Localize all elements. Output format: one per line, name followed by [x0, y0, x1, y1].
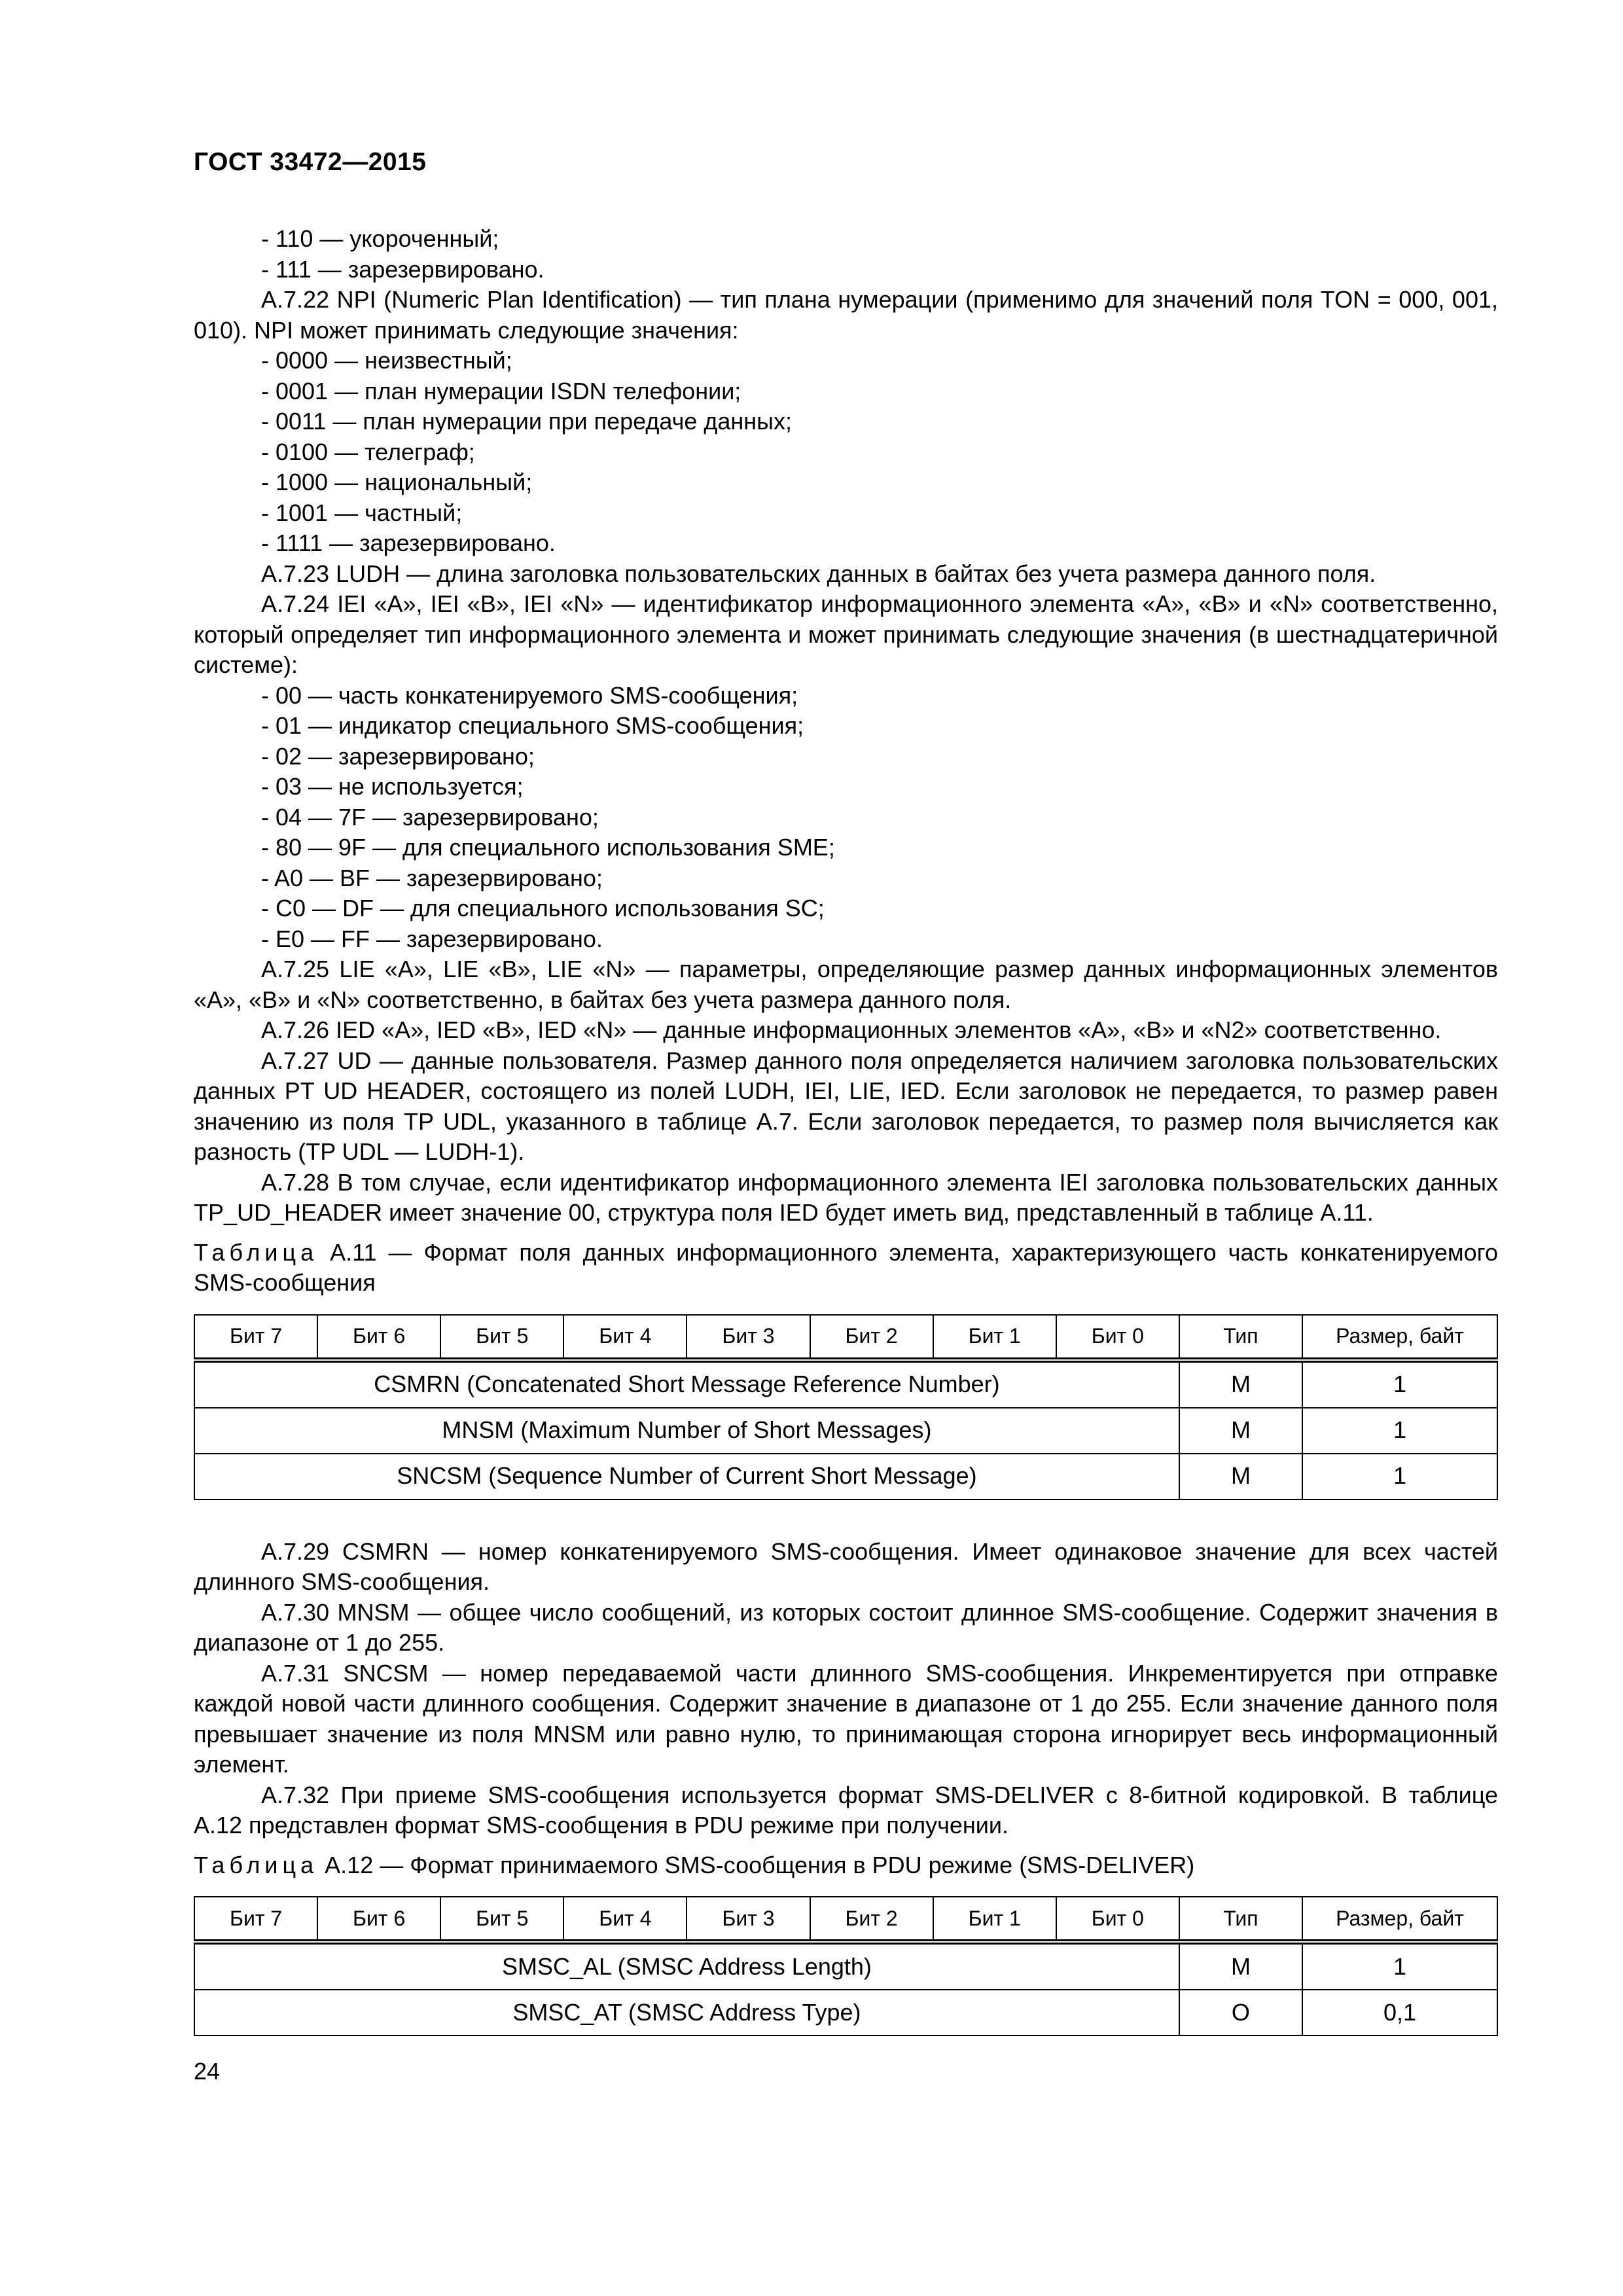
header-cell: Бит 0	[1056, 1897, 1179, 1942]
list-item: - 111 — зарезервировано.	[261, 255, 544, 283]
header-cell: Бит 5	[440, 1897, 563, 1942]
table-row	[194, 1990, 1497, 2036]
table-a12	[194, 1896, 1498, 2036]
list-item: - 01 — индикатор специального SMS-сообщения;	[261, 712, 804, 739]
type-cell: O	[1179, 1990, 1302, 2036]
header-cell: Тип	[1179, 1315, 1302, 1360]
type-cell: M	[1179, 1454, 1302, 1499]
header-cell: Бит 5	[440, 1315, 563, 1360]
field-cell: SMSC_AT (SMSC Address Type)	[194, 1990, 1179, 2036]
size-cell: 1	[1302, 1942, 1497, 1990]
paragraph-a7-24: А.7.24 IEI «A», IEI «B», IEI «N» — идентификатор информационного элемента «A», «B» и «N» соответственно, который определяет тип информационного элемента и может принимать следующие значения (в шестнадцатеричной системе):	[194, 590, 1498, 678]
paragraph-a7-27: А.7.27 UD — данные пользователя. Размер данного поля определяется наличием заголовка пользовательских данных PT UD HEADER, состоящего из полей LUDH, IEI, LIE, IED. Если заголовок не передается, то размер равен значению из поля TP UDL, указанного в таблице А.7. Если заголовок передается, то размер поля вычисляется как разность (TP UDL — LUDH-1).	[194, 1047, 1498, 1165]
table-row	[194, 1454, 1497, 1499]
paragraph-a7-22: А.7.22 NPI (Numeric Plan Identification) — тип плана нумерации (применимо для значений поля TON = 000, 001, 010). NPI может принимать следующие значения:	[194, 286, 1498, 344]
paragraph-a7-26: А.7.26 IED «A», IED «B», IED «N» — данные информационных элементов «A», «B» и «N2» соответственно.	[261, 1016, 1442, 1043]
paragraph-a7-23: А.7.23 LUDH — длина заголовка пользовательских данных в байтах без учета размера данного поля.	[261, 560, 1376, 587]
field-cell: MNSM (Maximum Number of Short Messages)	[194, 1408, 1179, 1454]
table-header-row	[194, 1897, 1497, 1942]
size-cell: 0,1	[1302, 1990, 1497, 2036]
table-row	[194, 1408, 1497, 1454]
type-cell: M	[1179, 1360, 1302, 1408]
header-cell: Бит 4	[563, 1315, 687, 1360]
size-cell: 1	[1302, 1360, 1497, 1408]
table-a12-caption	[194, 1850, 1498, 1881]
list-item: - E0 — FF — зарезервировано.	[261, 925, 603, 952]
header-cell: Тип	[1179, 1897, 1302, 1942]
header-cell: Бит 7	[194, 1897, 317, 1942]
paragraph-a7-30: А.7.30 MNSM — общее число сообщений, из которых состоит длинное SMS-сообщение. Содержит значения в диапазоне от 1 до 255.	[194, 1598, 1498, 1656]
table-row	[194, 1360, 1497, 1408]
list-item: - 0011 — план нумерации при передаче данных;	[261, 408, 793, 435]
table-row	[194, 1942, 1497, 1990]
paragraph-a7-29: А.7.29 CSMRN — номер конкатенируемого SMS-сообщения. Имеет одинаковое значение для всех частей длинного SMS-сообщения.	[194, 1537, 1498, 1595]
field-cell: SMSC_AL (SMSC Address Length)	[194, 1942, 1179, 1990]
page-number: 24	[194, 2058, 221, 2085]
table-a11	[194, 1314, 1498, 1500]
list-item: - 03 — не используется;	[261, 773, 524, 800]
header-cell: Бит 0	[1056, 1315, 1179, 1360]
header-cell: Бит 7	[194, 1315, 317, 1360]
size-cell: 1	[1302, 1454, 1497, 1499]
header-cell: Бит 6	[317, 1897, 440, 1942]
list-item: - 0100 — телеграф;	[261, 438, 475, 465]
list-item: - 1111 — зарезервировано.	[261, 529, 556, 556]
list-item: - 1001 — частный;	[261, 499, 463, 526]
paragraph-a7-31: А.7.31 SNCSM — номер передаваемой части длинного SMS-сообщения. Инкрементируется при отправке каждой новой части длинного сообщения. Содержит значение в диапазоне от 1 до 255. Если значение данного поля превышает значение из поля MNSM или равно нулю, то принимающая сторона игнорирует весь информационный элемент.	[194, 1659, 1498, 1778]
list-item: - 02 — зарезервировано;	[261, 742, 535, 770]
field-cell: SNCSM (Sequence Number of Current Short Message)	[194, 1454, 1179, 1499]
paragraph-a7-28: А.7.28 В том случае, если идентификатор информационного элемента IEI заголовка пользовательских данных TP_UD_HEADER имеет значение 00, структура поля IED будет иметь вид, представленный в таблице А.11.	[194, 1168, 1498, 1226]
list-item: - 00 — часть конкатенируемого SMS-сообщения;	[261, 681, 798, 709]
document-header: ГОСТ 33472—2015	[194, 148, 427, 176]
field-cell: CSMRN (Concatenated Short Message Reference Number)	[194, 1360, 1179, 1408]
size-cell: 1	[1302, 1408, 1497, 1454]
list-item: - 1000 — национальный;	[261, 469, 533, 495]
header-cell: Бит 3	[687, 1897, 810, 1942]
list-item: - 0001 — план нумерации ISDN телефонии;	[261, 377, 741, 404]
table-header-row	[194, 1315, 1497, 1360]
caption-text: А.11 — Формат поля данных информационного элемента, характеризующего часть конкатенируемого SMS-сообщения	[194, 1238, 1498, 1296]
header-cell: Размер, байт	[1302, 1315, 1497, 1360]
list-item: - 04 — 7F — зарезервировано;	[261, 803, 599, 831]
header-cell: Бит 1	[933, 1315, 1056, 1360]
paragraph-a7-25: А.7.25 LIE «A», LIE «B», LIE «N» — параметры, определяющие размер данных информационных элементов «A», «B» и «N» соответственно, в байтах без учета размера данного поля.	[194, 956, 1498, 1013]
type-cell: M	[1179, 1942, 1302, 1990]
header-cell: Бит 6	[317, 1315, 440, 1360]
list-item: - 0000 — неизвестный;	[261, 347, 512, 374]
list-item: - 110 — укороченный;	[261, 225, 499, 252]
header-cell: Размер, байт	[1302, 1897, 1497, 1942]
list-item: - 80 — 9F — для специального использования SME;	[261, 834, 835, 861]
list-item: - A0 — BF — зарезервировано;	[261, 864, 603, 891]
header-cell: Бит 4	[563, 1897, 687, 1942]
table-a11-caption	[194, 1238, 1498, 1299]
header-cell: Бит 2	[810, 1315, 933, 1360]
header-cell: Бит 2	[810, 1897, 933, 1942]
caption-text: А.12 — Формат принимаемого SMS-сообщения в PDU режиме (SMS-DELIVER)	[325, 1851, 1195, 1878]
caption-prefix: Таблица	[194, 1238, 319, 1266]
header-cell: Бит 1	[933, 1897, 1056, 1942]
caption-prefix: Таблица	[194, 1851, 319, 1878]
list-item: - C0 — DF — для специального использования SC;	[261, 895, 825, 922]
document-body	[194, 224, 1498, 2036]
type-cell: M	[1179, 1408, 1302, 1454]
paragraph-a7-32: А.7.32 При приеме SMS-сообщения используется формат SMS-DELIVER с 8-битной кодировкой. В таблице А.12 представлен формат SMS-сообщения в PDU режиме при получении.	[194, 1781, 1498, 1839]
header-cell: Бит 3	[687, 1315, 810, 1360]
